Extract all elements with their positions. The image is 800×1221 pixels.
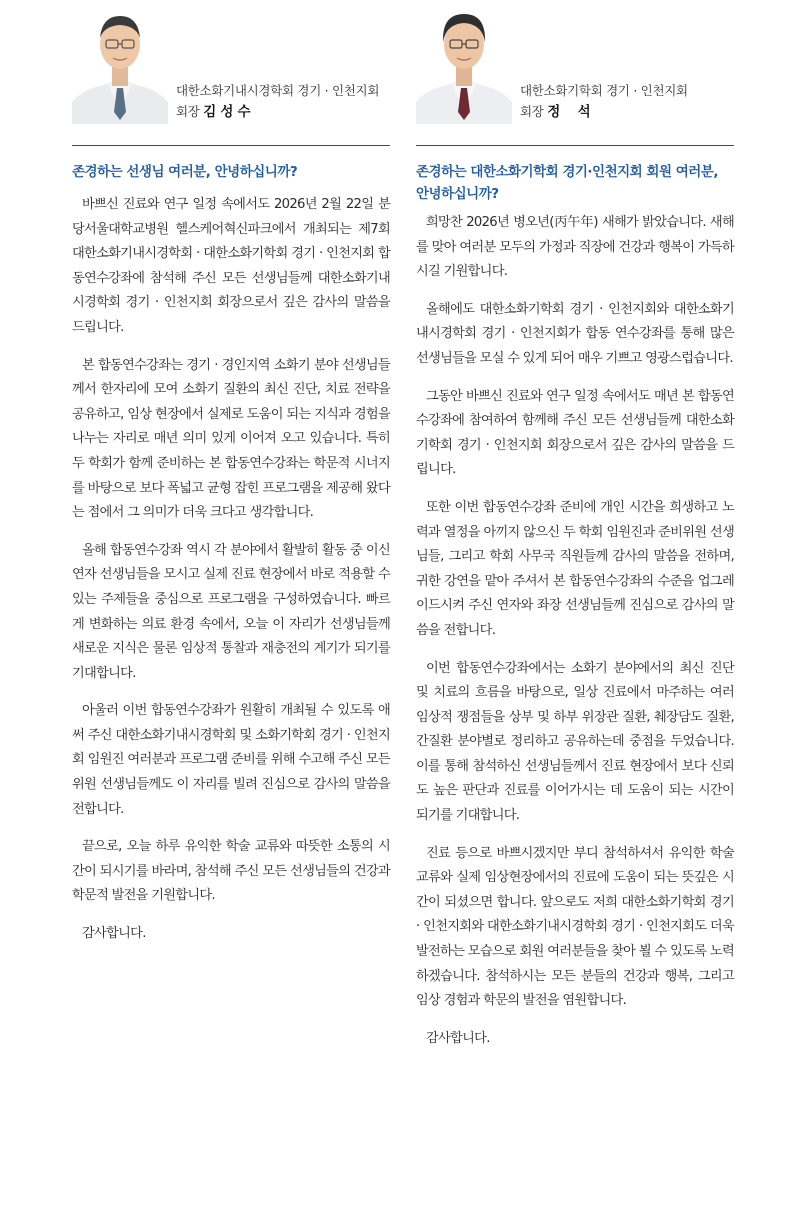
left-body (72, 193, 390, 947)
left-message-column (72, 0, 390, 960)
left-closing: 감사합니다. (82, 926, 146, 942)
right-paragraph: 올해에도 대한소화기학회 경기 · 인천지회와 대한소화기내시경학회 경기 · 인천지회가 합동 연수강좌를 통해 많은 선생님들을 모실 수 있게 되어 매우 기쁘고 영광스럽습니다. (416, 301, 734, 366)
right-message-column (416, 0, 734, 1064)
right-greeting: 존경하는 대한소화기학회 경기·인천지회 회원 여러분, 안녕하십니까? (416, 164, 718, 202)
right-paragraph: 희망찬 2026년 병오년(丙午年) 새해가 밝았습니다. 새해를 맞아 여러분 모두의 가정과 직장에 건강과 행복이 가득하시길 기원합니다. (416, 215, 734, 280)
left-role: 회장 (176, 104, 200, 119)
right-paragraph: 또한 이번 합동연수강좌 준비에 개인 시간을 희생하고 노력과 열정을 아끼지 않으신 두 학회 임원진과 준비위원 선생님들, 그리고 학회 사무국 직원들께 감사의 말씀을 전하며, 귀한 강연을 맡아 주셔서 본 합동연수강좌의 수준을 업그레이드시켜 주신 연자와 좌장 선생님들께 진심으로 감사의 말씀을 전합니다. (416, 499, 734, 638)
left-role-line (176, 101, 379, 123)
right-paragraph: 진료 등으로 바쁘시겠지만 부디 참석하셔서 유익한 학술 교류와 실제 임상현장에서의 진료에 도움이 되는 뜻깊은 시간이 되셨으면 합니다. 앞으로도 저희 대한소화기학회 경기 · 인천지회와 대한소화기내시경학회 경기 · 인천지회도 더욱 발전하는 모습으로 회원 여러분들을 찾아 뵐 수 있도록 노력하겠습니다. 참석하시는 모든 분들의 건강과 행복, 그리고 임상 경험과 학문의 발전을 염원합니다. (416, 845, 734, 1009)
left-header (72, 0, 390, 146)
right-title-line: 대한소화기학회 경기 · 인천지회 (520, 83, 688, 98)
right-name: 정 석 (547, 104, 591, 120)
right-president-photo (416, 2, 512, 124)
left-caption (176, 80, 379, 123)
right-role: 회장 (520, 104, 544, 119)
left-paragraph: 바쁘신 진료와 연구 일정 속에서도 2026년 2월 22일 분당서울대학교병원 헬스케어혁신파크에서 개최되는 제7회 대한소화기내시경학회 · 대한소화기학회 경기 · 인천지회 합동연수강좌에 참석해 주신 모든 선생님들께 대한소화기내시경학회 경기 · 인천지회 회장으로서 깊은 감사의 말씀을 드립니다. (72, 197, 390, 335)
right-closing: 감사합니다. (426, 1030, 490, 1046)
left-president-photo (72, 2, 168, 124)
left-title-line: 대한소화기내시경학회 경기 · 인천지회 (176, 83, 380, 98)
right-paragraph: 이번 합동연수강좌에서는 소화기 분야에서의 최신 진단 및 치료의 흐름을 바탕으로, 일상 진료에서 마주하는 여러 임상적 쟁점들을 상부 및 하부 위장관 질환, 췌장담도 질환, 간질환 분야별로 정리하고 공유하는데 중점을 두었습니다. 이를 통해 참석하신 선생님들께서 진료 현장에서 보다 신뢰도 높은 판단과 진료를 이어가시는 데 도움이 되는 시간이 되기를 기대합니다. (416, 660, 734, 824)
right-caption (520, 80, 688, 123)
right-paragraph: 그동안 바쁘신 진료와 연구 일정 속에서도 매년 본 합동연수강좌에 참여하여 함께해 주신 모든 선생님들께 대한소화기학회 경기 · 인천지회 회장으로서 깊은 감사의 말씀을 드립니다. (416, 388, 734, 478)
left-paragraph: 올해 합동연수강좌 역시 각 분야에서 활발히 활동 중 이신 연자 선생님들을 모시고 실제 진료 현장에서 바로 적용할 수 있는 주제들을 중심으로 프로그램을 구성하였습니다. 빠르게 변화하는 의료 환경 속에서, 오늘 이 자리가 선생님들께 새로운 지식은 물론 임상적 통찰과 재충전의 계기가 되기를 기대합니다. (72, 542, 390, 681)
left-greeting: 존경하는 선생님 여러분, 안녕하십니까? (72, 164, 298, 180)
right-header (416, 0, 734, 146)
left-name: 김 성 수 (203, 104, 251, 120)
left-paragraph: 본 합동연수강좌는 경기 · 경인지역 소화기 분야 선생님들께서 한자리에 모여 소화기 질환의 최신 진단, 치료 전략을 공유하고, 임상 현장에서 실제로 도움이 되는 지식과 경험을 나누는 자리로 매년 의미 있게 이어져 오고 있습니다. 특히 두 학회가 함께 준비하는 본 합동연수강좌는 학문적 시너지를 바탕으로 보다 폭넓고 균형 잡힌 프로그램을 제공해 왔다는 점에서 그 의미가 더욱 크다고 생각합니다. (72, 357, 390, 521)
left-paragraph: 아울러 이번 합동연수강좌가 원활히 개최될 수 있도록 애써 주신 대한소화기내시경학회 및 소화기학회 경기 · 인천지회 임원진 여러분과 프로그램 준비를 위해 수고해 주신 모든 위원 선생님들께도 이 자리를 빌려 진심으로 감사의 말씀을 전합니다. (72, 703, 390, 817)
right-role-line (520, 101, 688, 123)
right-body (416, 211, 734, 1051)
left-paragraph: 끝으로, 오늘 하루 유익한 학술 교류와 따뜻한 소통의 시간이 되시기를 바라며, 참석해 주신 모든 선생님들의 건강과 학문적 발전을 기원합니다. (72, 839, 390, 904)
